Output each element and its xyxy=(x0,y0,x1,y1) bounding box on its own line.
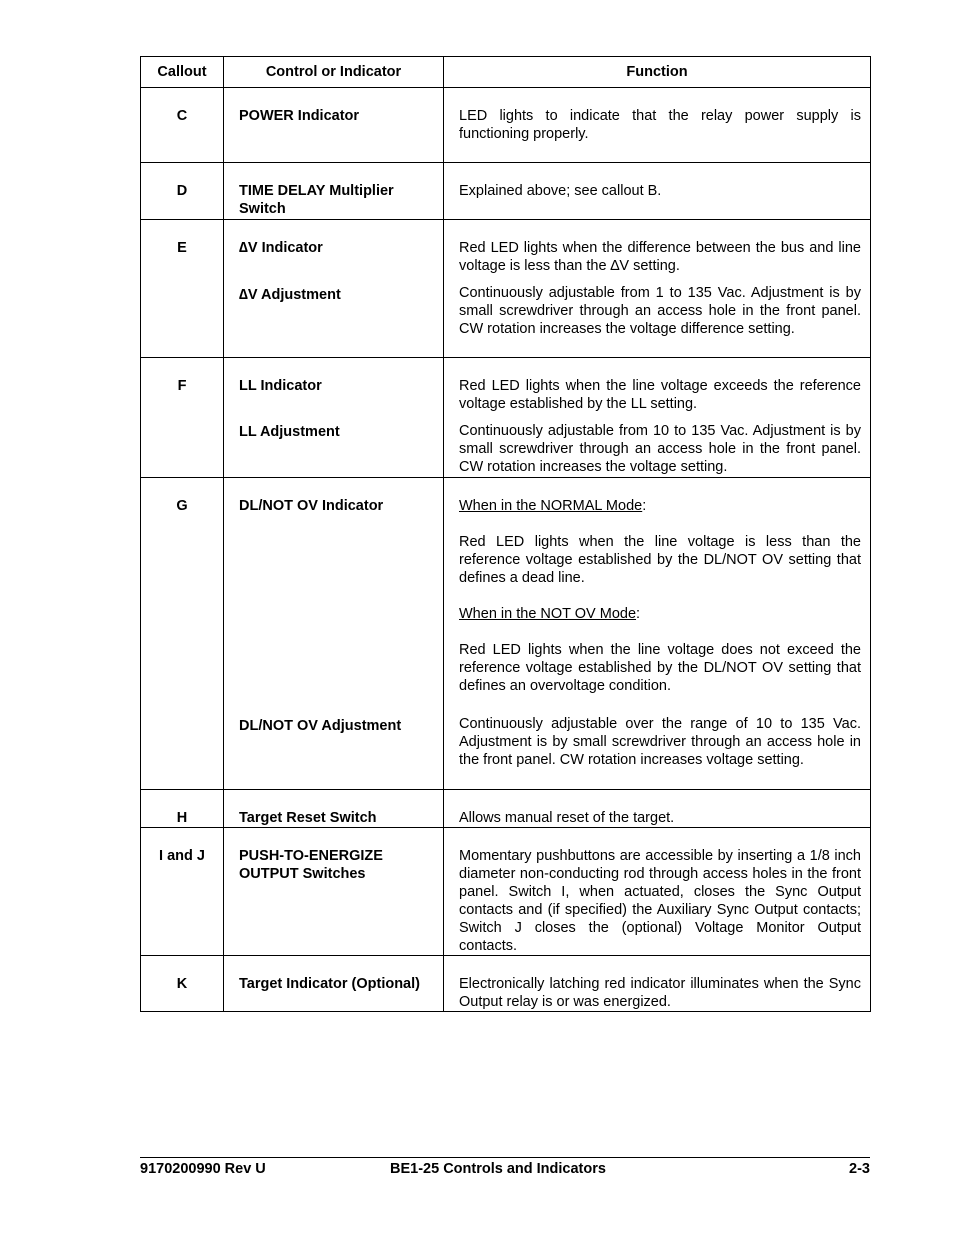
callout-cell: I and J xyxy=(141,828,224,956)
callout-cell: H xyxy=(141,790,224,828)
footer-doc-number: 9170200990 Rev U xyxy=(140,1161,266,1177)
table-header-row xyxy=(141,57,871,88)
function-cell: LED lights to indicate that the relay power supply is functioning properly. xyxy=(444,88,871,163)
function-cell: Allows manual reset of the target. xyxy=(444,790,871,828)
footer-section-title: BE1-25 Controls and Indicators xyxy=(390,1161,606,1177)
function-text: Red LED lights when the difference between the bus and line voltage is less than the ∆V setting. xyxy=(459,240,861,274)
callout-cell: D xyxy=(141,163,224,220)
table-row xyxy=(141,163,871,220)
function-text: Red LED lights when the line voltage exceeds the reference voltage established by the LL setting. xyxy=(459,378,861,412)
mode-heading: When in the NOT OV Mode xyxy=(459,606,637,622)
callout-cell: G xyxy=(141,478,224,790)
table-row: G DL/NOT OV Indicator DL/NOT OV Adjustment When in the NORMAL Mode: Red LED lights when the line voltage is less than the reference voltage established by the DL/NOT OV setting that defines a dead line. When in the NOT OV Mode: Red LED lights when the line voltage does not exceed the reference voltage established by the DL/NOT OV setting that defines an overvoltage condition. Continuously adjustable over the range of 10 to 135 Vac. Adjustment is by small screwdriver through an access hole in the front panel. CW rotation increases voltage setting. xyxy=(141,478,871,790)
function-text: Continuously adjustable over the range of 10 to 135 Vac. Adjustment is by small screwdriver through an access hole in the front panel. CW rotation increases voltage setting. xyxy=(459,716,861,768)
header-control: Control or Indicator xyxy=(224,57,444,88)
callout-cell: F xyxy=(141,358,224,478)
function-text: Red LED lights when the line voltage is less than the reference voltage established by the DL/NOT OV setting that defines a dead line. xyxy=(459,534,861,586)
callout-cell: K xyxy=(141,956,224,1012)
control-cell: PUSH-TO-ENERGIZE OUTPUT Switches xyxy=(224,828,444,956)
control-label: ∆V Adjustment xyxy=(239,287,341,303)
function-cell: Momentary pushbuttons are accessible by inserting a 1/8 inch diameter non-conducting rod through access holes in the front panel. Switch I, when actuated, closes the Sync Output contacts and (if specified) the Auxiliary Sync Output contacts; Switch J closes the (optional) Voltage Monitor Output contacts. xyxy=(444,828,871,956)
header-callout: Callout xyxy=(141,57,224,88)
table-row xyxy=(141,956,871,1012)
control-cell: Target Indicator (Optional) xyxy=(224,956,444,1012)
control-label: DL/NOT OV Indicator xyxy=(239,498,384,514)
control-label: DL/NOT OV Adjustment xyxy=(239,718,402,734)
table-row xyxy=(141,828,871,956)
function-cell: Explained above; see callout B. xyxy=(444,163,871,220)
control-cell: Target Reset Switch xyxy=(224,790,444,828)
control-cell: POWER Indicator xyxy=(224,88,444,163)
control-label: ∆V Indicator xyxy=(239,240,323,256)
table-row xyxy=(141,790,871,828)
function-text: Continuously adjustable from 10 to 135 Vac. Adjustment is by small screwdriver through an access hole in the front panel. CW rotation increases the voltage setting. xyxy=(459,423,861,475)
callout-cell: C xyxy=(141,88,224,163)
controls-table xyxy=(140,56,871,1012)
table-row xyxy=(141,220,871,358)
callout-cell: E xyxy=(141,220,224,358)
table-row xyxy=(141,358,871,478)
function-text: Continuously adjustable from 1 to 135 Vac. Adjustment is by small screwdriver through an access hole in the front panel. CW rotation increases the voltage difference setting. xyxy=(459,285,861,337)
control-cell: TIME DELAY Multiplier Switch xyxy=(224,163,444,220)
control-label: LL Adjustment xyxy=(239,424,340,440)
function-text: Red LED lights when the line voltage does not exceed the reference voltage established by the DL/NOT OV setting that defines an overvoltage condition. xyxy=(459,642,861,694)
page-footer xyxy=(140,1157,870,1182)
header-function: Function xyxy=(444,57,871,88)
control-label: LL Indicator xyxy=(239,378,322,394)
footer-page-number: 2-3 xyxy=(849,1161,870,1177)
function-cell: Electronically latching red indicator illuminates when the Sync Output relay is or was energized. xyxy=(444,956,871,1012)
table-row xyxy=(141,88,871,163)
mode-heading: When in the NORMAL Mode xyxy=(459,498,643,514)
